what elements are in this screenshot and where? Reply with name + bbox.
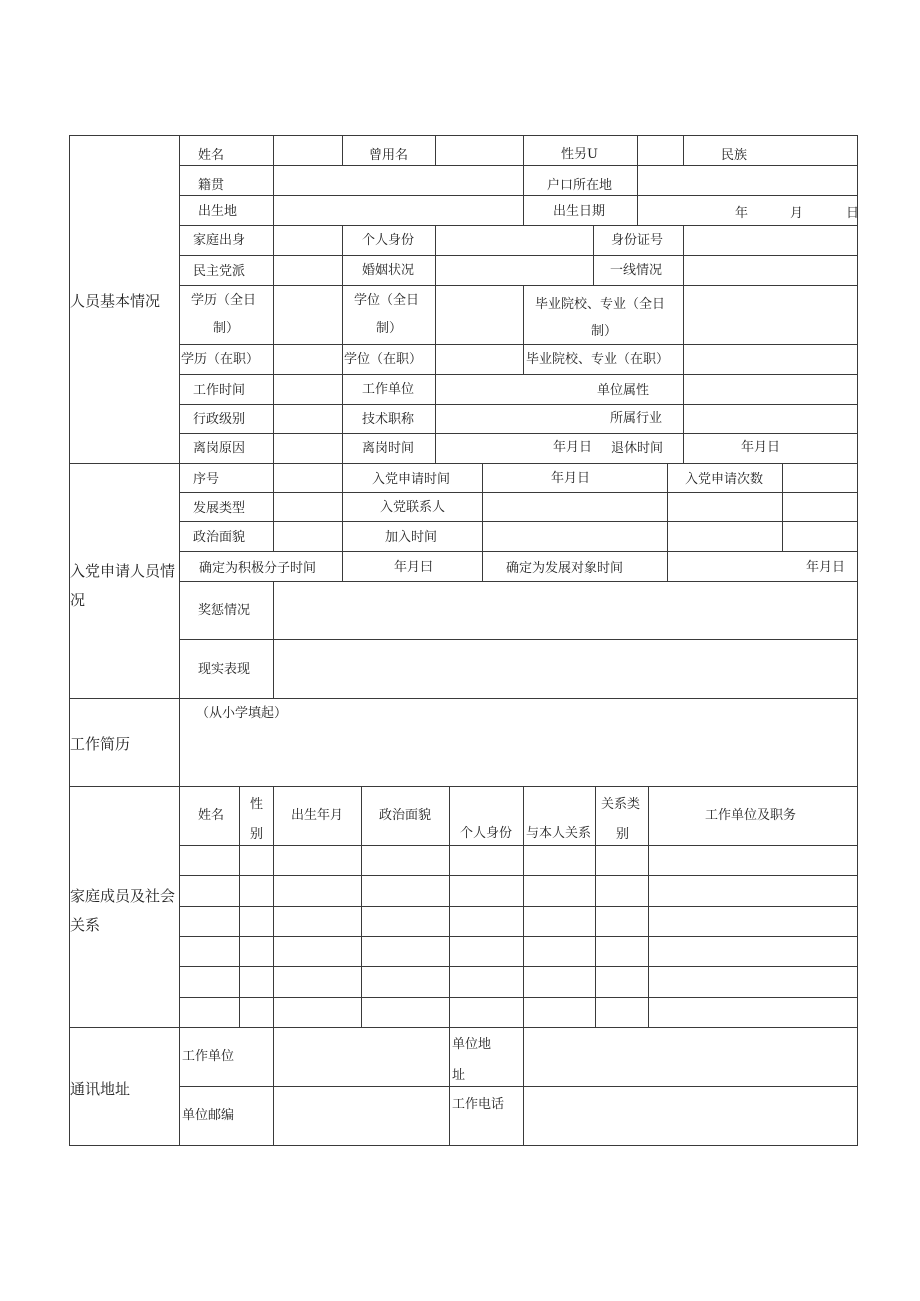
family-rel-type-header: 关系类: [601, 797, 641, 812]
family-member-row-cell[interactable]: [361, 936, 450, 967]
ethnicity-label: 民族: [721, 148, 748, 163]
contact-label: 入党联系人: [380, 500, 446, 515]
activist-date-ymd: 年月曰: [394, 560, 434, 575]
family-member-row-cell[interactable]: [179, 997, 240, 1028]
unit-attr-value-cell[interactable]: [683, 374, 858, 405]
id-number-value-cell[interactable]: [683, 225, 858, 256]
family-member-row-cell[interactable]: [179, 906, 240, 937]
family-member-row-cell[interactable]: [239, 997, 274, 1028]
family-member-row-cell[interactable]: [523, 936, 596, 967]
dev-type-label: 发展类型: [193, 501, 246, 516]
family-member-row-cell[interactable]: [179, 875, 240, 907]
family-member-row-cell[interactable]: [523, 875, 596, 907]
political-label: 政治面貌: [193, 530, 246, 545]
family-member-row-cell[interactable]: [648, 906, 858, 937]
seq-label: 序号: [193, 472, 220, 487]
family-member-row-cell[interactable]: [648, 997, 858, 1028]
family-birth-header: 出生年月: [291, 808, 344, 823]
family-member-row-cell[interactable]: [449, 966, 524, 998]
unit-address-label-cont: 址: [452, 1068, 466, 1083]
family-member-row-cell[interactable]: [273, 875, 362, 907]
industry-value-cell[interactable]: [683, 404, 858, 434]
edu-ft-label: 学历（全日: [191, 293, 257, 308]
deg-pt-value-cell[interactable]: [435, 344, 524, 375]
family-member-row-cell[interactable]: [239, 906, 274, 937]
marital-label: 婚姻状况: [362, 263, 415, 278]
family-gender-header: 性: [250, 797, 264, 812]
family-member-row-cell[interactable]: [273, 966, 362, 998]
cell: [179, 165, 274, 196]
family-member-row-cell[interactable]: [179, 936, 240, 967]
grad-ft-value-cell[interactable]: [683, 285, 858, 345]
reward-value-cell[interactable]: [273, 581, 858, 640]
birth-year-label: 年: [735, 206, 749, 221]
phone-label: 工作电话: [452, 1097, 505, 1112]
former-name-value-cell[interactable]: [435, 135, 524, 166]
work-unit-label: 工作单位: [362, 382, 415, 397]
family-member-row-cell[interactable]: [523, 845, 596, 876]
family-member-row-cell[interactable]: [361, 875, 450, 907]
leave-time-label: 离岗时间: [362, 441, 415, 456]
family-member-row-cell[interactable]: [648, 966, 858, 998]
birthplace-label: 出生地: [198, 204, 238, 219]
grad-pt-value-cell[interactable]: [683, 344, 858, 375]
family-member-row-cell[interactable]: [595, 906, 649, 937]
dev-target-date-ymd: 年月日: [806, 560, 846, 575]
family-member-row-cell[interactable]: [595, 875, 649, 907]
family-section-title-cont: 关系: [70, 916, 101, 934]
family-member-row-cell[interactable]: [595, 936, 649, 967]
native-place-label: 籍贯: [198, 178, 225, 193]
former-name-label: 曾用名: [369, 148, 409, 163]
family-member-row-cell[interactable]: [361, 845, 450, 876]
gender-label: 性另U: [561, 147, 598, 162]
seq-value-cell[interactable]: [273, 463, 343, 493]
tech-title-label: 技术职称: [362, 412, 415, 427]
party-value-cell[interactable]: [273, 255, 343, 286]
phone-value-cell[interactable]: [523, 1086, 858, 1146]
cell: [667, 521, 783, 552]
name-label: 姓名: [198, 148, 225, 163]
admin-level-label: 行政级别: [193, 412, 246, 427]
family-origin-value-cell[interactable]: [273, 225, 343, 256]
address-section-title: 通讯地址: [70, 1080, 131, 1098]
cell: [449, 1086, 524, 1146]
family-member-row-cell[interactable]: [648, 936, 858, 967]
contact-value-cell[interactable]: [482, 492, 668, 522]
political-value-cell[interactable]: [273, 521, 343, 552]
join-time-value-cell[interactable]: [482, 521, 668, 552]
family-member-row-cell[interactable]: [239, 966, 274, 998]
deg-pt-label: 学位（在职）: [344, 352, 423, 367]
family-member-row-cell[interactable]: [449, 936, 524, 967]
family-identity-header: 个人身份: [460, 826, 513, 841]
postcode-label: 单位邮编: [182, 1108, 235, 1123]
performance-value-cell[interactable]: [273, 639, 858, 699]
grad-ft-label-cont: 制）: [591, 324, 618, 339]
ethnicity-cell[interactable]: [683, 135, 858, 166]
marital-value-cell[interactable]: [435, 255, 594, 286]
family-member-row-cell[interactable]: [273, 845, 362, 876]
personal-status-value-cell[interactable]: [435, 225, 594, 256]
cell: [667, 492, 783, 522]
family-member-row-cell[interactable]: [179, 966, 240, 998]
industry-label: 所属行业: [610, 411, 663, 426]
basic-section-title: 人员基本情况: [70, 292, 161, 310]
join-time-label: 加入时间: [385, 530, 438, 545]
family-unit-title-header: 工作单位及职务: [705, 808, 797, 823]
family-member-row-cell[interactable]: [595, 966, 649, 998]
family-member-row-cell[interactable]: [273, 936, 362, 967]
retire-time-label: 退休时间: [611, 441, 664, 456]
party-label: 民主党派: [193, 264, 246, 279]
family-member-row-cell[interactable]: [449, 845, 524, 876]
leave-reason-value-cell[interactable]: [273, 433, 343, 464]
dev-type-value-cell[interactable]: [273, 492, 343, 522]
apply-section-title: 入党申请人员情: [70, 562, 176, 580]
edu-ft-value-cell[interactable]: [273, 285, 343, 345]
retire-date-ymd: 年月日: [741, 440, 781, 455]
gender-value-cell[interactable]: [637, 135, 684, 166]
family-political-header: 政治面貌: [379, 808, 432, 823]
postcode-value-cell[interactable]: [273, 1086, 450, 1146]
edu-ft-label-cont: 制）: [213, 321, 240, 336]
apply-time-label: 入党申请时间: [372, 472, 451, 487]
address-work-unit-label: 工作单位: [182, 1049, 235, 1064]
reward-label: 奖惩情况: [198, 603, 251, 618]
id-number-label: 身份证号: [611, 233, 664, 248]
birthplace-value-cell[interactable]: [273, 195, 524, 226]
deg-ft-value-cell[interactable]: [435, 285, 524, 345]
family-member-row-cell[interactable]: [239, 845, 274, 876]
family-member-row-cell[interactable]: [449, 997, 524, 1028]
deg-ft-label-cont: 制）: [376, 321, 403, 336]
apply-count-value-cell[interactable]: [782, 463, 858, 493]
cell: [179, 135, 274, 166]
hukou-value-cell[interactable]: [637, 165, 858, 196]
resume-section-title: 工作简历: [70, 735, 131, 753]
family-name-header: 姓名: [198, 808, 225, 823]
edu-pt-value-cell[interactable]: [273, 344, 343, 375]
native-place-value-cell[interactable]: [273, 165, 524, 196]
family-relation-header: 与本人关系: [526, 826, 592, 841]
admin-level-value-cell[interactable]: [273, 404, 343, 434]
work-time-label: 工作时间: [193, 383, 246, 398]
family-member-row-cell[interactable]: [648, 875, 858, 907]
family-member-row-cell[interactable]: [648, 845, 858, 876]
family-member-row-cell[interactable]: [239, 875, 274, 907]
cell: [782, 492, 858, 522]
family-member-row-cell[interactable]: [361, 906, 450, 937]
family-member-row-cell[interactable]: [273, 997, 362, 1028]
work-unit-value-cell[interactable]: [273, 1027, 450, 1087]
birth-date-label: 出生日期: [553, 204, 606, 219]
birth-month-label: 月: [790, 206, 804, 221]
activist-time-label: 确定为积极分子时间: [199, 561, 317, 576]
family-member-row-cell[interactable]: [273, 906, 362, 937]
family-member-row-cell[interactable]: [595, 845, 649, 876]
cell: [782, 521, 858, 552]
name-value-cell[interactable]: [273, 135, 343, 166]
family-gender-header-cont: 别: [250, 827, 264, 842]
family-member-row-cell[interactable]: [523, 997, 596, 1028]
family-member-row-cell[interactable]: [449, 875, 524, 907]
family-origin-label: 家庭出身: [193, 233, 246, 248]
unit-attr-label: 单位属性: [597, 383, 650, 398]
frontline-label: 一线情况: [610, 263, 663, 278]
family-member-row-cell[interactable]: [595, 997, 649, 1028]
apply-section-title-cont: 况: [70, 591, 86, 609]
family-member-row-cell[interactable]: [361, 966, 450, 998]
grad-ft-label: 毕业院校、专业（全日: [535, 297, 666, 312]
family-section-title: 家庭成员及社会: [70, 887, 176, 905]
family-member-row-cell[interactable]: [361, 997, 450, 1028]
leave-reason-label: 离岗原因: [193, 441, 246, 456]
performance-label: 现实表现: [198, 662, 251, 677]
work-time-value-cell[interactable]: [273, 374, 343, 405]
deg-ft-label: 学位（全日: [354, 293, 420, 308]
dev-target-time-label: 确定为发展对象时间: [506, 561, 624, 576]
hukou-label: 户口所在地: [547, 178, 613, 193]
unit-address-label: 单位地: [452, 1037, 492, 1052]
family-member-row-cell[interactable]: [523, 906, 596, 937]
unit-address-value-cell[interactable]: [523, 1027, 858, 1087]
apply-count-label: 入党申请次数: [685, 472, 764, 487]
leave-date-ymd: 年月日: [553, 440, 593, 455]
family-member-row-cell[interactable]: [523, 966, 596, 998]
family-member-row-cell[interactable]: [449, 906, 524, 937]
resume-hint: （从小学填起）: [196, 706, 288, 721]
family-member-row-cell[interactable]: [239, 936, 274, 967]
frontline-value-cell[interactable]: [683, 255, 858, 286]
edu-pt-label: 学历（在职）: [181, 352, 260, 367]
family-member-row-cell[interactable]: [179, 845, 240, 876]
family-rel-type-header-cont: 别: [616, 827, 630, 842]
grad-pt-label: 毕业院校、专业（在职）: [526, 352, 670, 367]
birth-day-label: 日: [846, 206, 860, 221]
apply-date-ymd: 年月日: [551, 471, 591, 486]
personal-status-label: 个人身份: [362, 233, 415, 248]
